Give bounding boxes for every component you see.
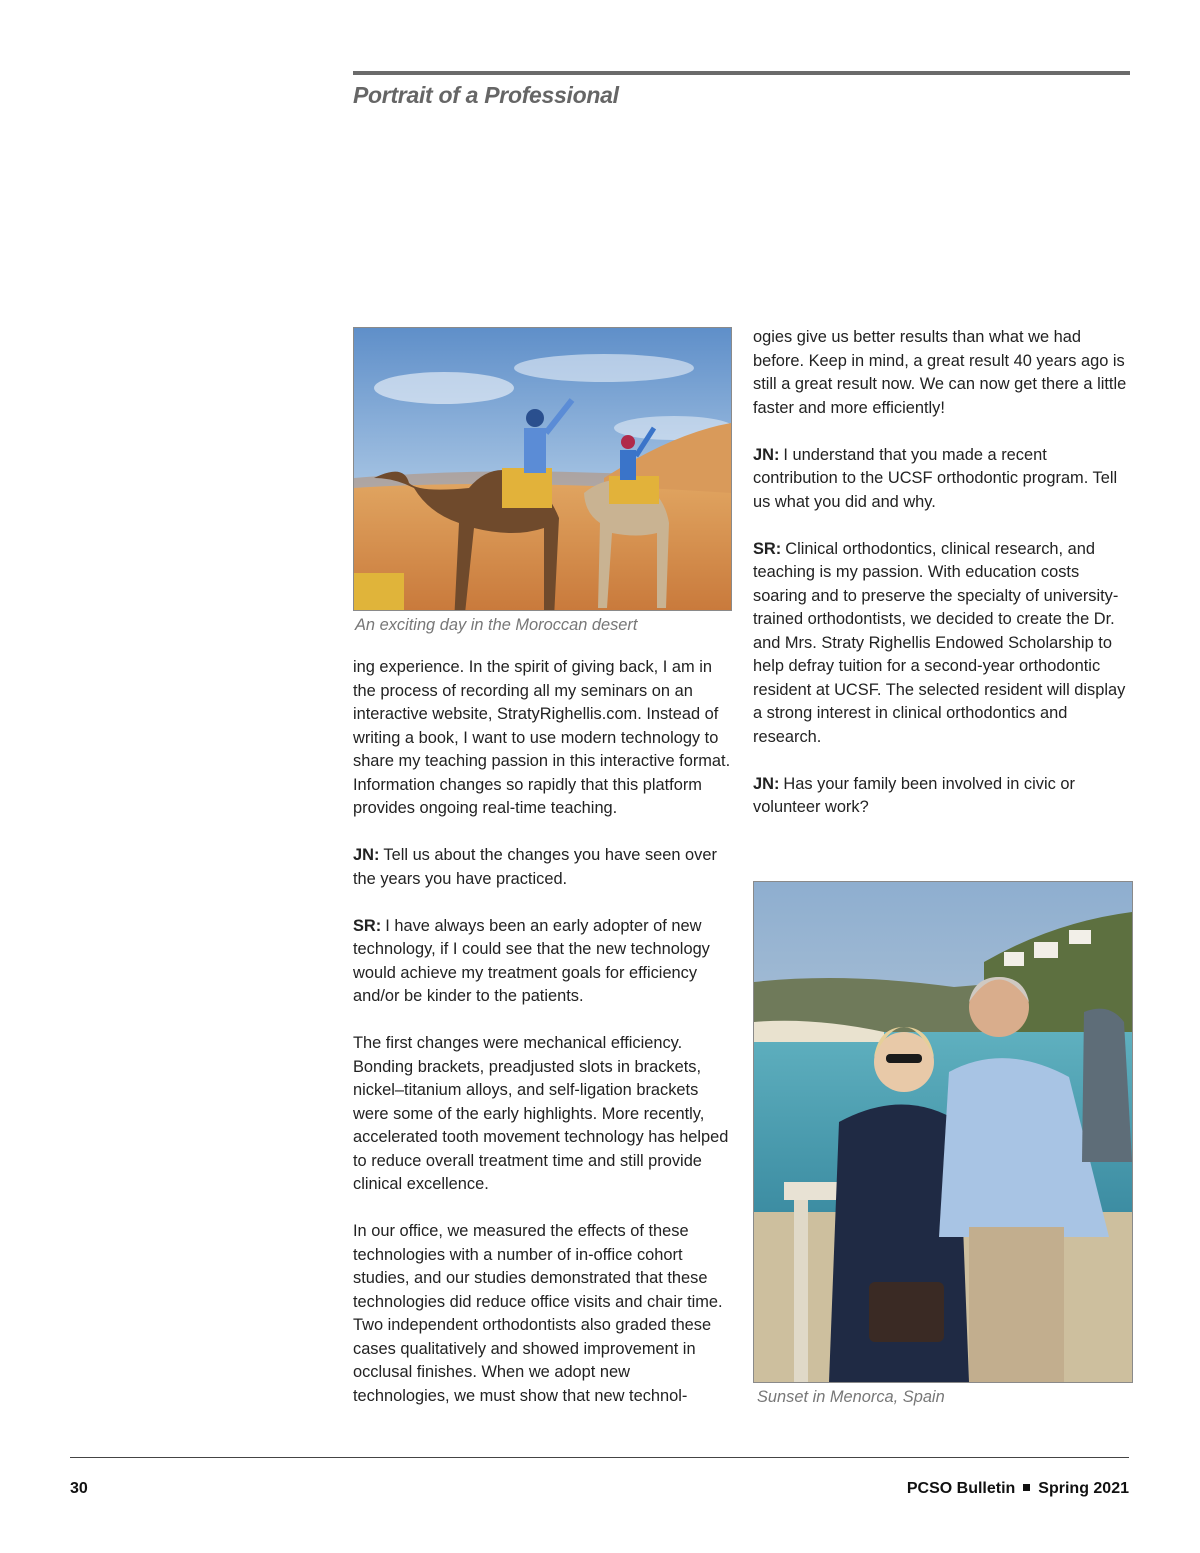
paragraph [353, 1220, 731, 1408]
paragraph [353, 1032, 731, 1197]
publication-footer [907, 1480, 1129, 1498]
paragraph-text: Tell us about the changes you have seen over the years you have practiced. [353, 846, 717, 888]
footer-rule [70, 1457, 1129, 1458]
desert-camel-photo [353, 327, 732, 611]
left-text-column [353, 656, 731, 1408]
right-text-column [753, 326, 1131, 820]
paragraph-text: Has your family been involved in civic or volunteer work? [753, 774, 1075, 816]
menorca-couple-photo [753, 881, 1133, 1383]
paragraph-text: In our office, we measured the effects of these technologies with a number of in-office cohort studies, and our studies demonstrated that these technologies did reduce office visits and chair time. Two independent orthodontists also graded these cases qualitatively and showed improvement in occlusal finishes. When we adopt new technologies, we must show that new technol- [353, 1222, 723, 1405]
speaker-label: SR: [353, 916, 382, 935]
section-title: Portrait of a Professional [353, 82, 619, 108]
paragraph-text: I understand that you made a recent contribution to the UCSF orthodontic program. Tell us what you did and why. [753, 445, 1118, 511]
page-number: 30 [70, 1480, 88, 1497]
paragraph-text: ing experience. In the spirit of giving back, I am in the process of recording all my seminars on an interactive website, StratyRighellis.com. Instead of writing a book, I want to use modern technology to share my teaching passion in this interactive format. Information changes so rapidly that this platform provides ongoing real-time teaching. [353, 658, 731, 817]
paragraph [753, 538, 1131, 750]
paragraph-text: Clinical orthodontics, clinical research, and teaching is my passion. With education costs soaring and to preserve the specialty of university-trained orthodontists, we decided to create the Dr. and Mrs. Straty Righellis Endowed Scholarship to help defray tuition for a second-year orthodontic resident at UCSF. The selected resident will display a strong interest in clinical orthodontics and research. [753, 539, 1126, 746]
paragraph [753, 326, 1131, 420]
paragraph-text: The first changes were mechanical efficiency. Bonding brackets, preadjusted slots in brackets, nickel–titanium alloys, and self-ligation brackets were some of the early highlights. More recently, accelerated tooth movement technology has helped to reduce overall treatment time and still provide clinical excellence. [353, 1034, 729, 1193]
paragraph-text: ogies give us better results than what we had before. Keep in mind, a great result 40 years ago is still a great result now. We can now get there a little faster and more efficiently! [753, 328, 1127, 417]
publication-name: PCSO Bulletin [906, 1480, 1016, 1497]
header-rule [353, 71, 1130, 75]
paragraph [753, 444, 1131, 515]
issue-date: Spring 2021 [1038, 1480, 1129, 1497]
paragraph [353, 844, 731, 891]
paragraph-text: I have always been an early adopter of new technology, if I could see that the new technology would achieve my treatment goals for efficiency and/or be kinder to the patients. [353, 916, 710, 1005]
menorca-photo-caption: Sunset in Menorca, Spain [757, 1388, 945, 1406]
speaker-label: JN: [353, 846, 380, 864]
speaker-label: SR: [753, 539, 782, 558]
desert-photo-caption: An exciting day in the Moroccan desert [355, 616, 638, 634]
speaker-label: JN: [753, 445, 780, 464]
square-bullet-icon [1023, 1484, 1030, 1491]
speaker-label: JN: [753, 774, 780, 793]
paragraph [353, 656, 731, 821]
paragraph [753, 773, 1131, 820]
paragraph [353, 915, 731, 1009]
